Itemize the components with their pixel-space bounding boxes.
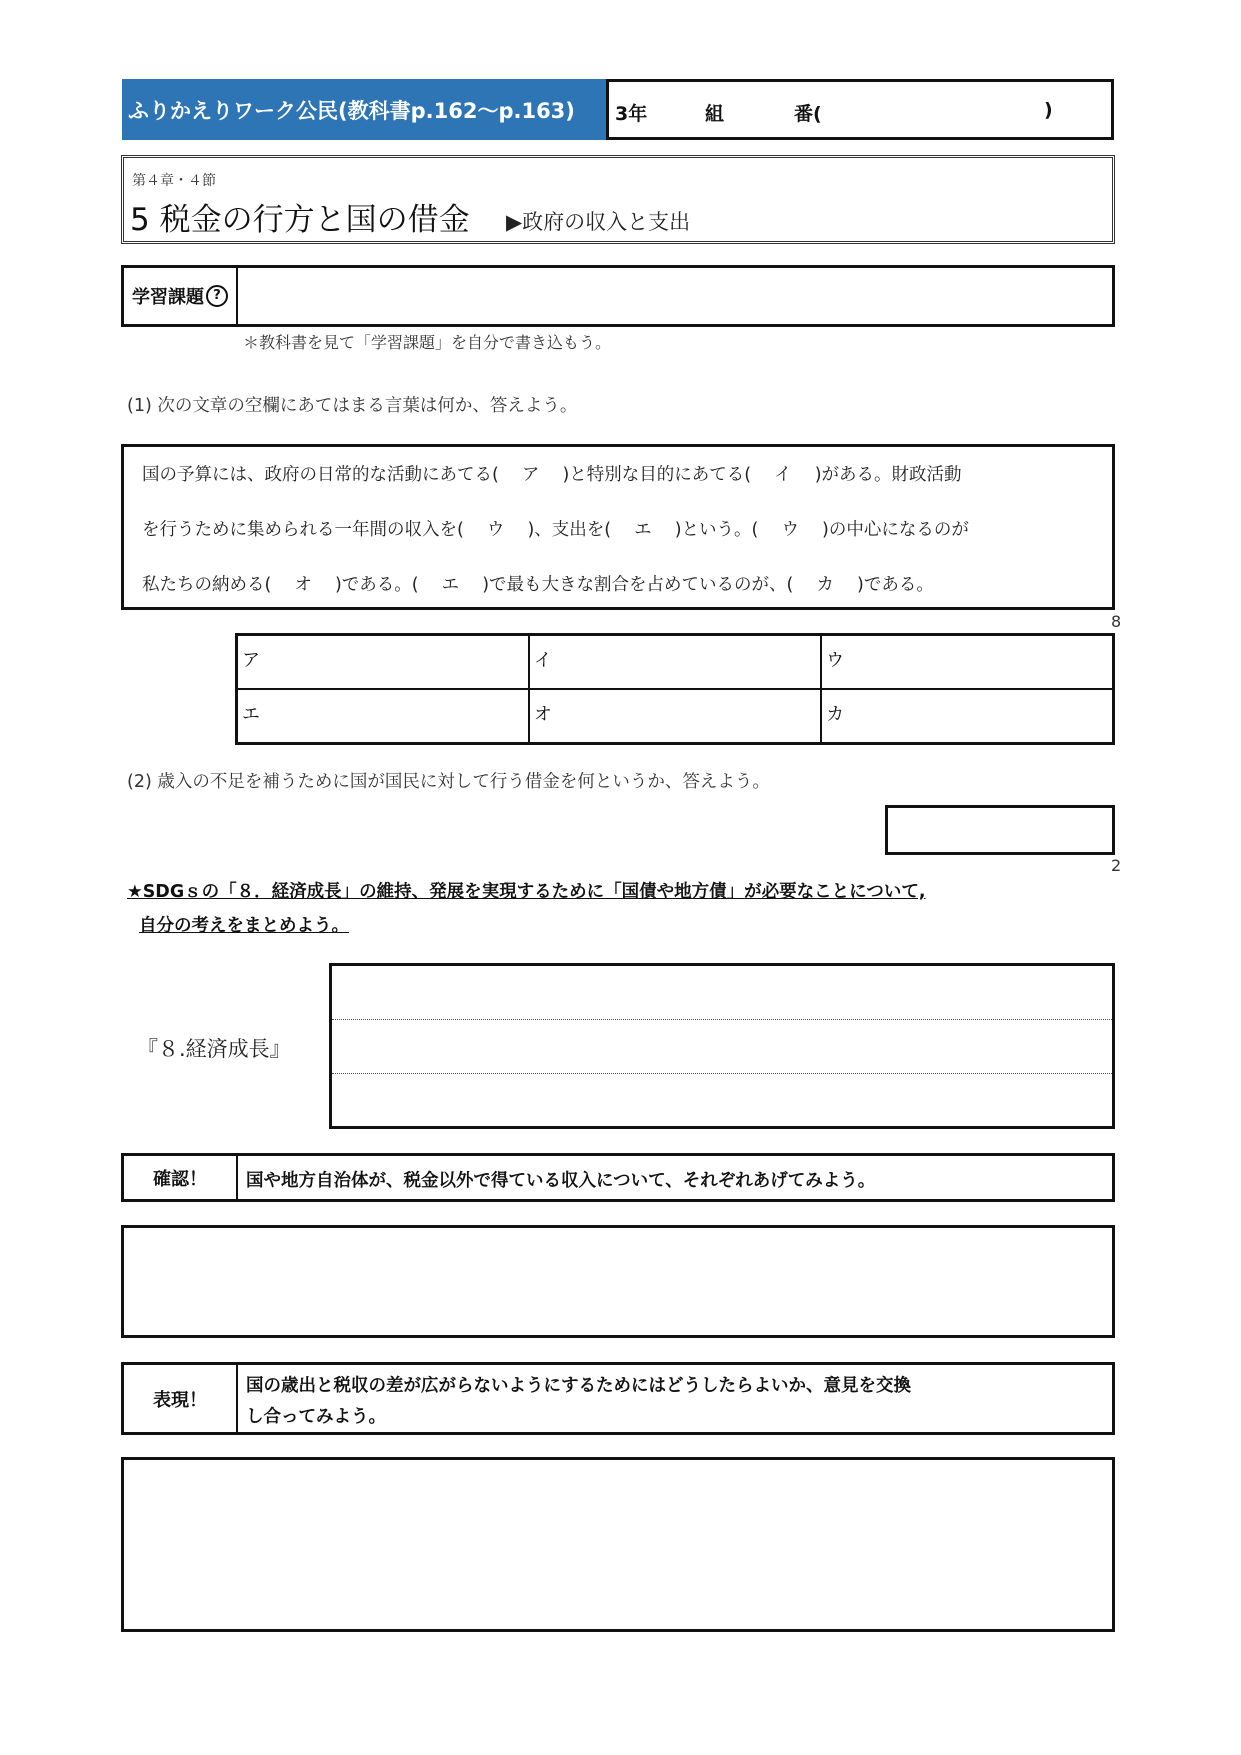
- answer-cell-u[interactable]: ウ: [821, 635, 1113, 690]
- table-row: [237, 635, 1114, 690]
- expression-label: 表現！: [124, 1365, 238, 1432]
- grade-label: 3年: [615, 103, 648, 125]
- dotted-line: [332, 1019, 1112, 1020]
- lesson-subtitle: ▶政府の収入と支出: [506, 210, 691, 234]
- question-1: (1) 次の文章の空欄にあてはまる言葉は何か、答えよう。: [127, 396, 578, 416]
- chapter-heading-box: [121, 155, 1115, 244]
- learning-task-box[interactable]: [121, 265, 1115, 327]
- score-q1: 8: [1111, 612, 1122, 631]
- check-label: 確認！: [124, 1156, 238, 1199]
- check-prompt: 国や地方自治体が、税金以外で得ている収入について、それぞれあげてみよう。: [246, 1171, 876, 1191]
- number-label: 番(: [794, 103, 822, 125]
- section-label: 第４章・４節: [132, 173, 216, 189]
- passage-line: 国の予算には、政府の日常的な活動にあてる( ア )と特別な目的にあてる( イ )がある。財政活動: [142, 465, 962, 485]
- sdgs-prompt-line2: 自分の考えをまとめよう。: [139, 916, 349, 936]
- question-icon: ?: [206, 285, 228, 307]
- worksheet-title: ふりかえりワーク公民(教科書p.162～p.163): [122, 79, 606, 140]
- check-answer-box[interactable]: [121, 1225, 1115, 1338]
- answer-box-q2[interactable]: [885, 805, 1115, 855]
- sdgs-prompt-line1: ★SDGｓの「８．経済成長」の維持、発展を実現するために「国債や地方債」が必要なことについて,: [127, 882, 926, 902]
- passage-line: を行うために集められる一年間の収入を( ウ )、支出を( エ )という。( ウ )の中心になるのが: [142, 520, 969, 540]
- sdgs-goal-label: 『８.経済成長』: [137, 1037, 291, 1061]
- close-paren: ): [1044, 99, 1053, 121]
- answer-cell-a[interactable]: ア: [237, 635, 529, 690]
- learning-task-text: 学習課題: [132, 287, 204, 308]
- expression-prompt-line2: し合ってみよう。: [246, 1407, 386, 1427]
- dotted-line: [332, 1073, 1112, 1074]
- passage-line: 私たちの納める( オ )である。( エ )で最も大きな割合を占めているのが、( カ )である。: [142, 575, 934, 595]
- student-info-box[interactable]: [606, 79, 1114, 140]
- answer-cell-o[interactable]: オ: [529, 689, 821, 744]
- expression-header-box: [121, 1362, 1115, 1435]
- table-row: [237, 689, 1114, 744]
- answer-cell-i[interactable]: イ: [529, 635, 821, 690]
- answer-cell-e[interactable]: エ: [237, 689, 529, 744]
- answer-cell-ka[interactable]: カ: [821, 689, 1113, 744]
- score-q2: 2: [1111, 856, 1122, 875]
- sdgs-answer-box[interactable]: [329, 963, 1115, 1129]
- expression-prompt-line1: 国の歳出と税収の差が広がらないようにするためにはどうしたらよいか、意見を交換: [246, 1376, 911, 1396]
- learning-task-label: [124, 268, 238, 324]
- class-label: 組: [705, 103, 725, 125]
- expression-answer-box[interactable]: [121, 1457, 1115, 1632]
- passage-box: [121, 444, 1115, 610]
- lesson-title: 5 税金の行方と国の借金: [130, 202, 470, 238]
- question-2: (2) 歳入の不足を補うために国が国民に対して行う借金を何というか、答えよう。: [127, 772, 770, 792]
- check-header-box: [121, 1153, 1115, 1202]
- answer-table: [235, 633, 1115, 745]
- task-note: ＊教科書を見て「学習課題」を自分で書き込もう。: [243, 333, 612, 352]
